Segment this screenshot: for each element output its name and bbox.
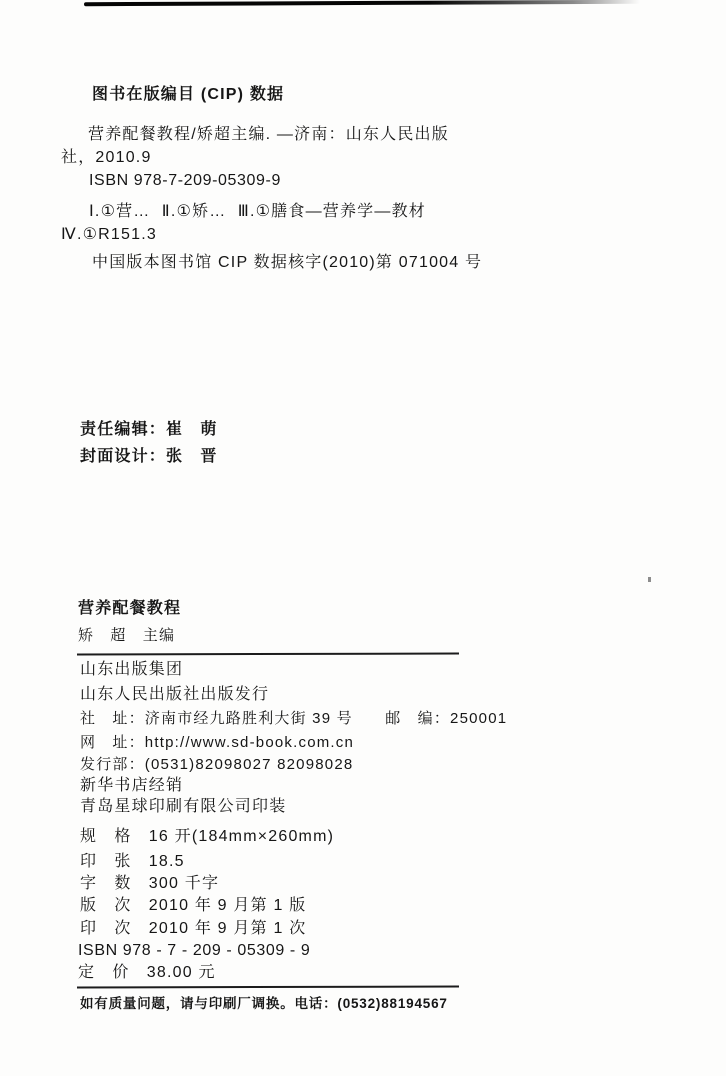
cip-classification-line2: Ⅳ.①R151.3 [61,226,157,243]
colophon-isbn: ISBN 978 - 7 - 209 - 05309 - 9 [78,942,311,959]
publisher-name: 山东人民出版社出版发行 [80,686,270,703]
spec-edition: 版 次 2010 年 9 月第 1 版 [80,897,307,914]
book-author: 矫 超 主编 [78,627,176,644]
publisher-group: 山东出版集团 [80,661,184,678]
divider-bottom [77,985,459,988]
spec-format: 规 格 16 开(184mm×260mm) [80,828,335,845]
cover-designer: 封面设计：张 晋 [80,448,218,465]
responsible-editor: 责任编辑：崔 萌 [80,421,218,438]
spec-word-count: 字 数 300 千字 [80,875,220,892]
printer: 青岛星球印刷有限公司印装 [80,798,287,815]
spec-printed-sheets: 印 张 18.5 [80,853,185,870]
publisher-address: 社 址：济南市经九路胜利大街 39 号 邮 编：250001 [80,710,508,727]
retailer: 新华书店经销 [80,777,184,794]
cip-registry-number: 中国版本图书馆 CIP 数据核字(2010)第 071004 号 [92,254,483,271]
spec-impression: 印 次 2010 年 9 月第 1 次 [80,920,307,937]
cip-entry-line2: 社，2010.9 [61,149,152,166]
price: 定 价 38.00 元 [78,964,216,981]
divider-top [77,652,459,655]
book-title: 营养配餐教程 [78,600,182,617]
publisher-website: 网 址：http://www.sd-book.com.cn [80,734,355,751]
cip-classification-line1: Ⅰ.①营… Ⅱ.①矫… Ⅲ.①膳食—营养学—教材 [89,203,426,220]
distribution-phone: 发行部：(0531)82098027 82098028 [80,756,354,773]
scan-speck-artifact [648,577,651,582]
cip-entry-line1: 营养配餐教程/矫超主编. —济南：山东人民出版 [88,126,449,143]
quality-notice: 如有质量问题，请与印刷厂调换。电话：(0532)88194567 [80,996,448,1011]
cip-isbn: ISBN 978-7-209-05309-9 [89,172,281,189]
cip-heading: 图书在版编目 (CIP) 数据 [92,86,285,103]
scan-streak-artifact [84,0,640,6]
